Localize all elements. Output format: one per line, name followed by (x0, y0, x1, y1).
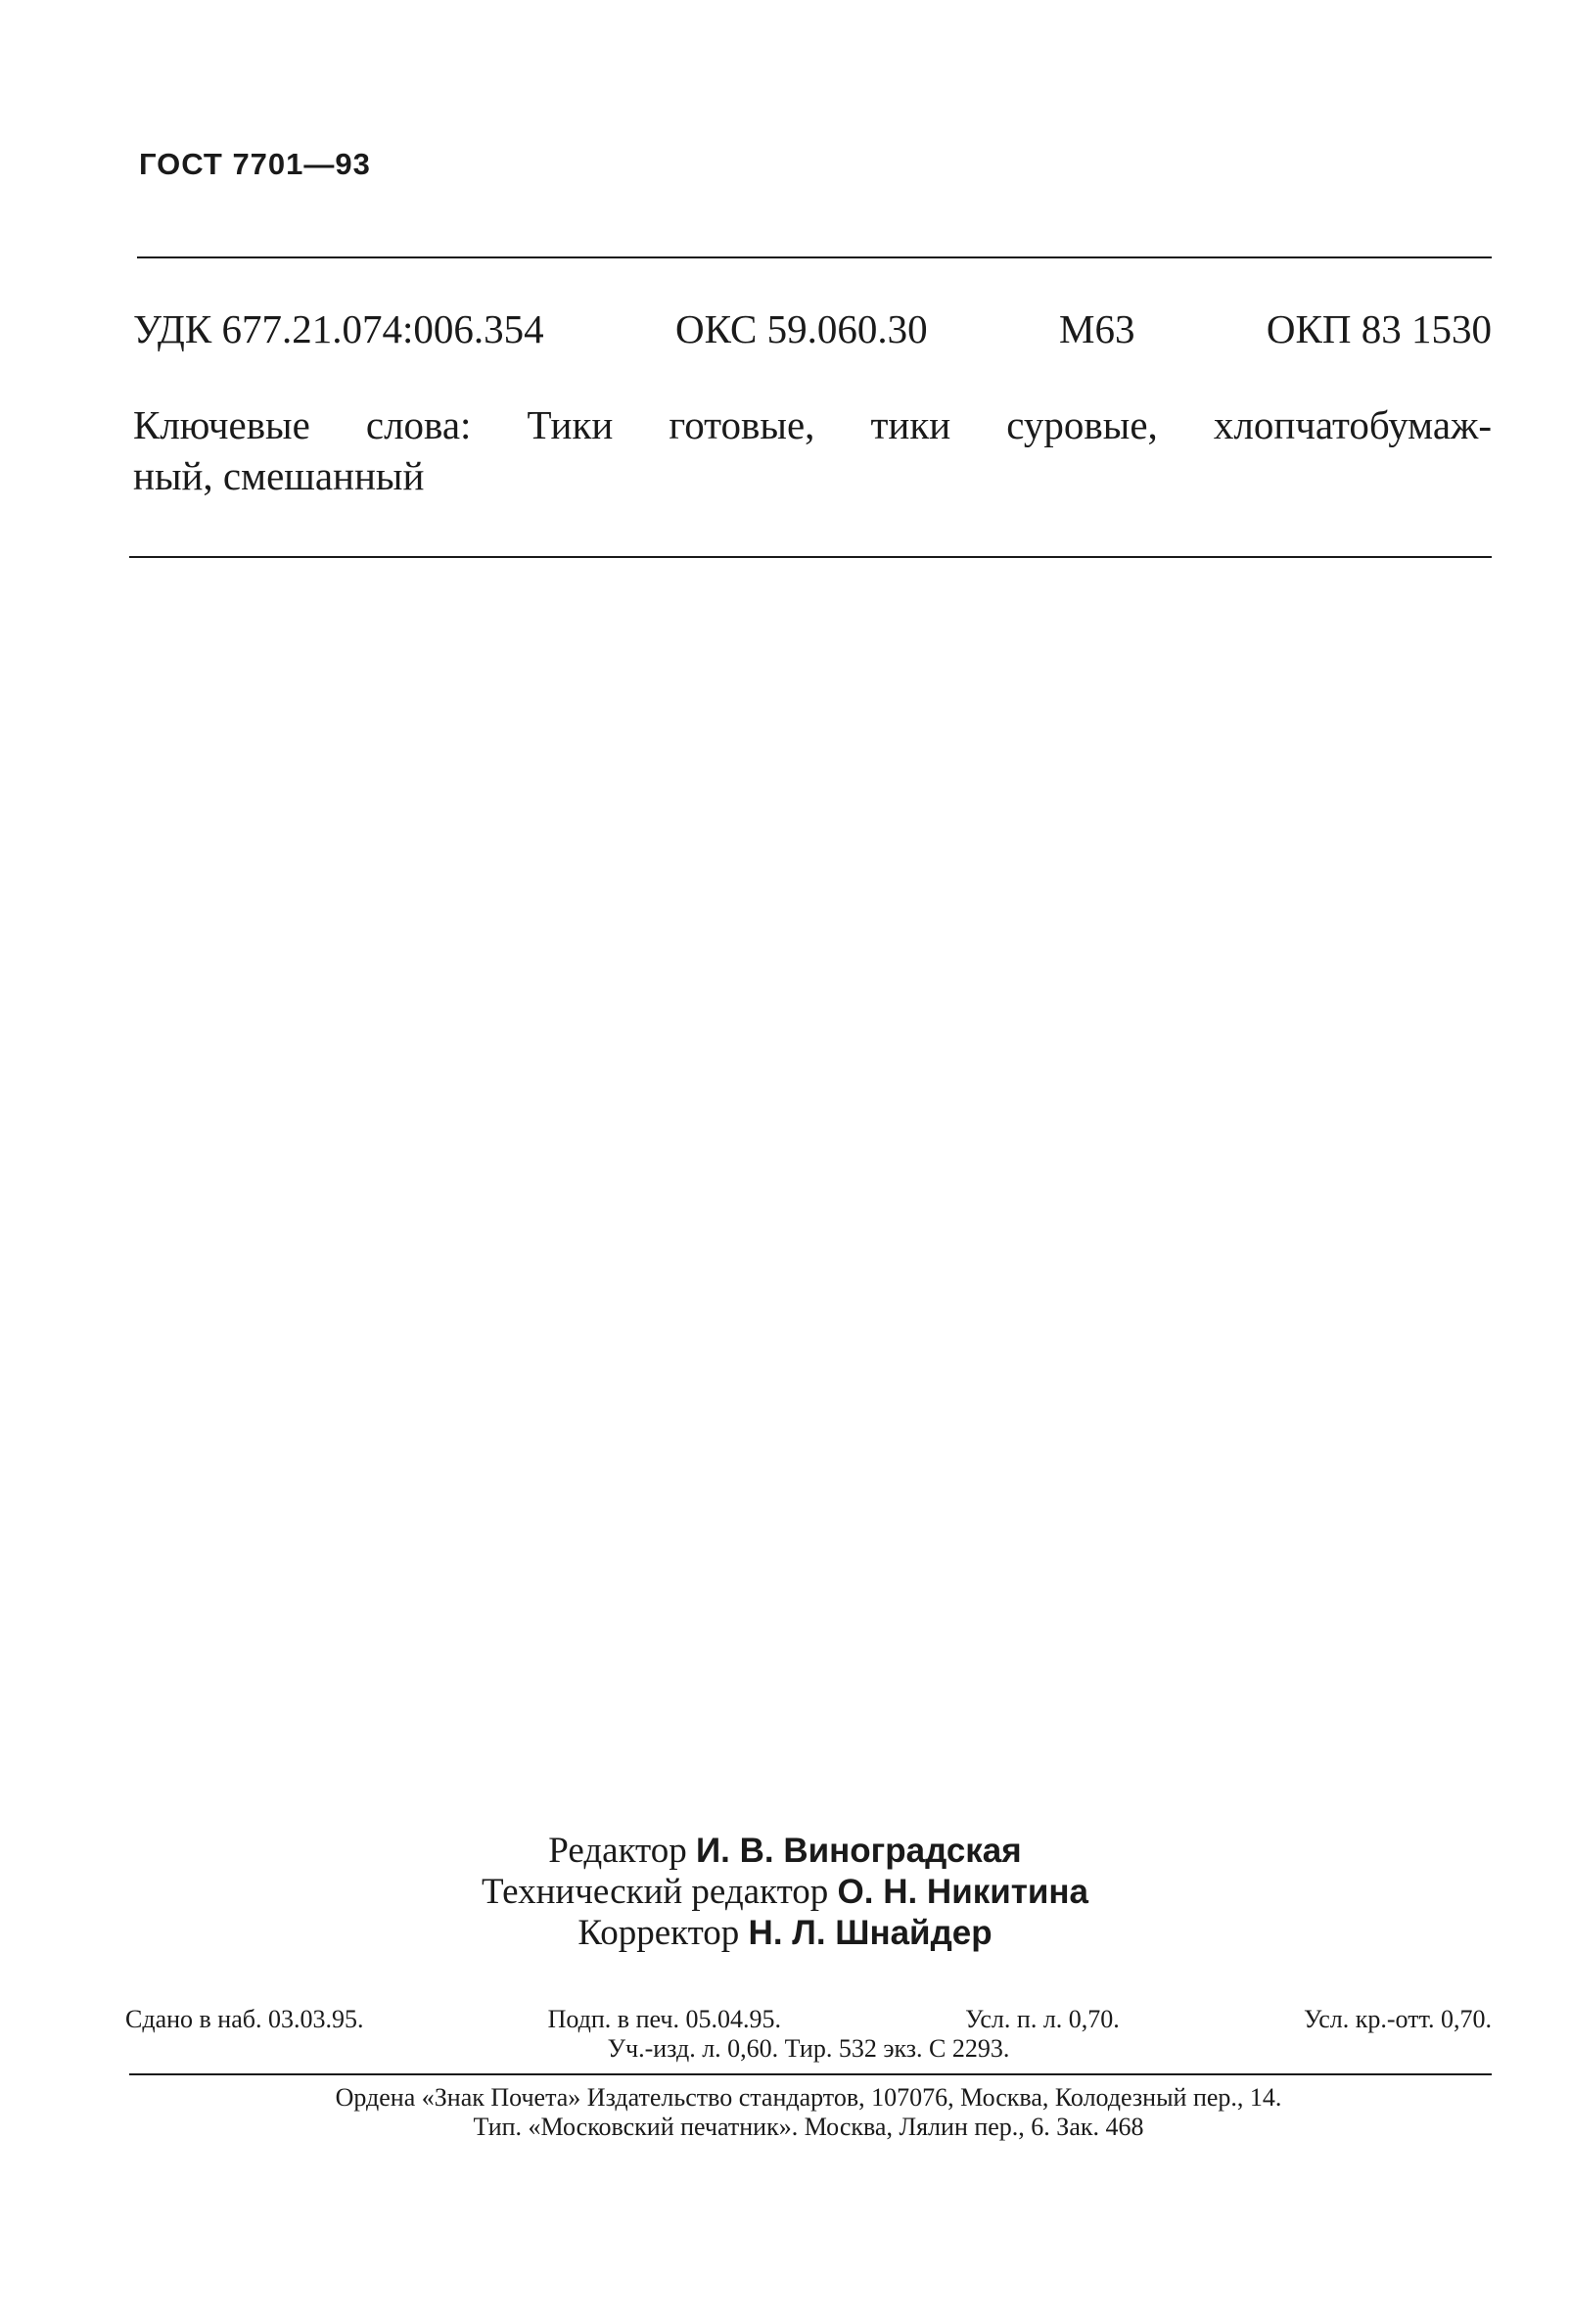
print-sheets: Усл. п. л. 0,70. (965, 2005, 1120, 2033)
keywords-line-2: ный, смешанный (133, 453, 425, 498)
print-impressions: Усл. кр.-отт. 0,70. (1303, 2005, 1492, 2033)
top-divider (137, 256, 1492, 258)
keywords-divider (129, 556, 1492, 558)
submitted-date: Сдано в наб. 03.03.95. (125, 2005, 364, 2033)
udk-code: УДК 677.21.074:006.354 (133, 306, 544, 351)
m-code: М63 (1059, 306, 1135, 351)
publisher-info (125, 2083, 1492, 2142)
standard-number: ГОСТ 7701—93 (139, 147, 371, 181)
keywords-block (133, 399, 1492, 501)
corrector-role: Корректор (577, 1913, 740, 1953)
corrector-row (0, 1913, 1570, 1954)
imprint-row-1 (125, 2005, 1492, 2034)
editor-name: И. В. Виноградская (696, 1832, 1022, 1870)
publisher-line-2: Тип. «Московский печатник». Москва, Лялин пер., 6. Зак. 468 (473, 2113, 1144, 2141)
tech-editor-name: О. Н. Никитина (837, 1873, 1089, 1911)
publisher-line-1: Ордена «Знак Почета» Издательство стандартов, 107076, Москва, Колодезный пер., 14. (335, 2083, 1282, 2112)
keywords-line-1: Ключевые слова: Тики готовые, тики суровые, хлопчатобумаж- (133, 402, 1492, 447)
tech-editor-row (0, 1872, 1570, 1913)
credits-block (0, 1831, 1570, 1954)
oks-code: ОКС 59.060.30 (675, 306, 928, 351)
corrector-name: Н. Л. Шнайдер (748, 1914, 993, 1952)
classification-codes (133, 305, 1492, 352)
okp-code: ОКП 83 1530 (1266, 306, 1492, 351)
tech-editor-role: Технический редактор (481, 1872, 829, 1912)
editor-row (0, 1831, 1570, 1872)
signed-date: Подп. в печ. 05.04.95. (547, 2005, 781, 2033)
imprint-details (125, 2005, 1492, 2064)
publisher-sheets: Уч.-изд. л. 0,60. Тир. 532 экз. С 2293. (607, 2034, 1010, 2063)
editor-role: Редактор (548, 1831, 687, 1871)
document-header (139, 147, 371, 182)
imprint-divider (129, 2073, 1492, 2075)
